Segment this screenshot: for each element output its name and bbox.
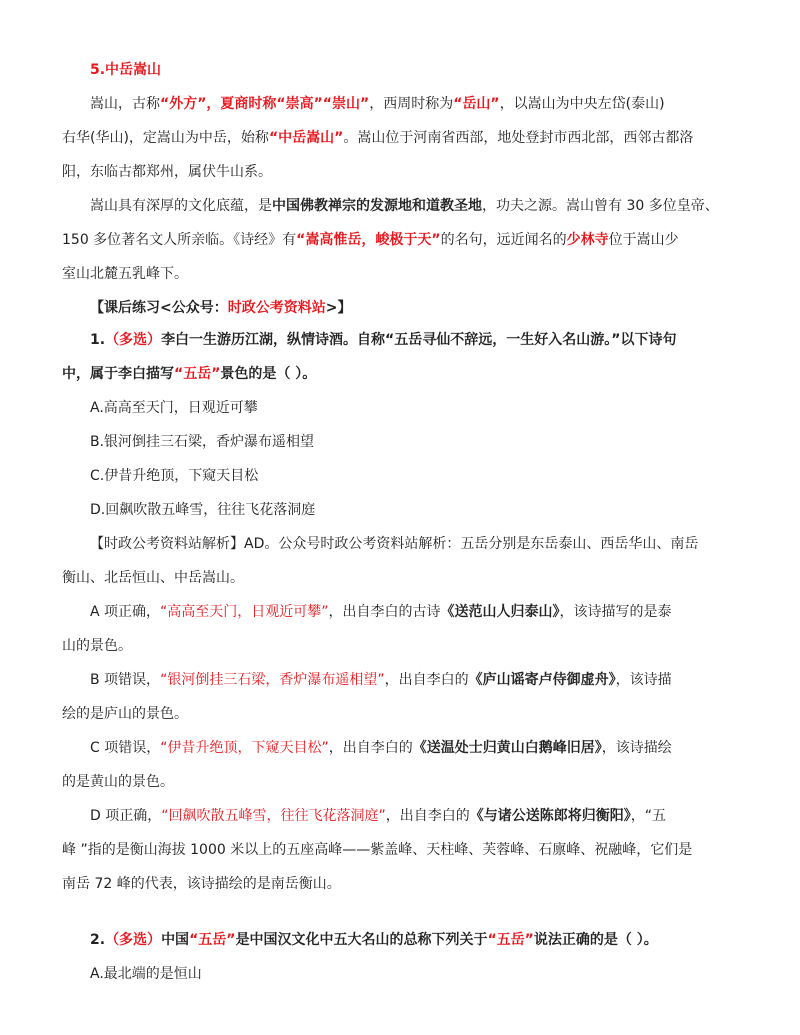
explanation-d: 峰 ”指的是衡山海拔 1000 米以上的五座高峰——紫盖峰、天柱峰、芙蓉峰、石廪峰、祝融峰，它们是 <box>62 842 693 858</box>
option-a: A.最北端的是恒山 <box>90 966 202 982</box>
paragraph-line: 嵩山具有深厚的文化底蕴，是中国佛教禅宗的发源地和道教圣地，功夫之源。嵩山曾有 30 多位皇帝、 <box>90 198 719 214</box>
paragraph-line: 右华(华山)，定嵩山为中岳，始称“中岳嵩山”。嵩山位于河南省西部，地处登封市西北部，西邻古都洛 <box>62 130 694 146</box>
explanation-c: C 项错误，“伊昔升绝顶，下窥天目松”，出自李白的《送温处士归黄山白鹅峰旧居》，该诗描绘 <box>90 740 672 756</box>
question-2-stem: 2.（多选）中国“五岳”是中国汉文化中五大名山的总称下列关于“五岳”说法正确的是（ ）。 <box>90 932 658 948</box>
question-1-stem: 1.（多选）李白一生游历江湖，纵情诗酒。自称“五岳寻仙不辞远，一生好入名山游。”以下诗句 <box>90 332 677 348</box>
paragraph-line: 阳，东临古都郑州，属伏牛山系。 <box>62 164 272 180</box>
analysis-line: 【时政公考资料站解析】AD。公众号时政公考资料站解析：五岳分别是东岳泰山、西岳华山、南岳 <box>90 536 699 552</box>
explanation-b: 绘的是庐山的景色。 <box>62 706 188 722</box>
section-title: 5.中岳嵩山 <box>90 62 162 78</box>
paragraph-line: 嵩山，古称“外方”，夏商时称“崇高”“崇山”，西周时称为“岳山”，以嵩山为中央左岱(泰山) <box>90 96 665 112</box>
option-b: B.银河倒挂三石梁，香炉瀑布遥相望 <box>90 434 315 450</box>
analysis-line: 衡山、北岳恒山、中岳嵩山。 <box>62 570 244 586</box>
practice-header: 【课后练习<公众号：时政公考资料站>】 <box>90 300 352 316</box>
paragraph-line: 室山北麓五乳峰下。 <box>62 266 188 282</box>
question-1-stem: 中，属于李白描写“五岳”景色的是（ ）。 <box>62 366 317 382</box>
explanation-b: B 项错误，“银河倒挂三石梁，香炉瀑布遥相望”，出自李白的《庐山谣寄卢侍御虚舟》，该诗描 <box>90 672 672 688</box>
explanation-a: A 项正确，“高高至天门，日观近可攀”，出自李白的古诗《送范山人归泰山》，该诗描写的是泰 <box>90 604 672 620</box>
paragraph-line: 150 多位著名文人所亲临。《诗经》有“嵩高惟岳，峻极于天”的名句，远近闻名的少林寺位于嵩山少 <box>62 232 679 248</box>
option-a: A.高高至天门，日观近可攀 <box>90 400 258 416</box>
option-d: D.回飙吹散五峰雪，往往飞花落洞庭 <box>90 502 316 518</box>
option-c: C.伊昔升绝顶，下窥天目松 <box>90 468 259 484</box>
explanation-c: 的是黄山的景色。 <box>62 774 174 790</box>
explanation-d: D 项正确，“回飙吹散五峰雪，往往飞花落洞庭”，出自李白的《与诸公送陈郎将归衡阳》，“五 <box>90 808 667 824</box>
explanation-a: 山的景色。 <box>62 638 132 654</box>
explanation-d: 南岳 72 峰的代表，该诗描绘的是南岳衡山。 <box>62 876 341 892</box>
